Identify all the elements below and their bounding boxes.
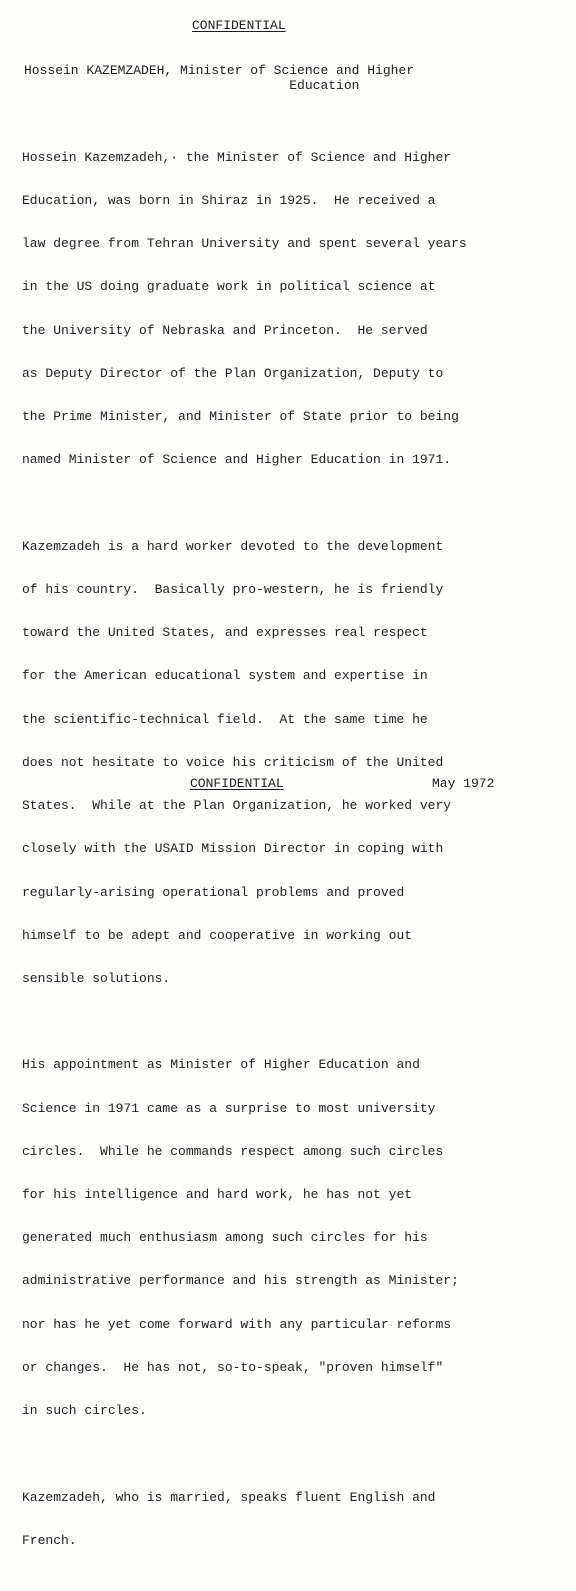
text-line: French. — [22, 1532, 77, 1548]
header-classification-marking: CONFIDENTIAL — [192, 18, 286, 33]
text-line: circles. While he commands respect among such circles — [22, 1143, 444, 1159]
text-line: does not hesitate to voice his criticism of the United — [22, 754, 444, 770]
text-line: as Deputy Director of the Plan Organization, Deputy to — [22, 365, 444, 381]
subject-heading — [24, 64, 414, 93]
text-line: Hossein Kazemzadeh,· the Minister of Science and Higher — [22, 149, 452, 165]
text-line: for the American educational system and expertise in — [22, 668, 428, 684]
text-line: Science in 1971 came as a surprise to most university — [22, 1100, 436, 1116]
text-line: regularly-arising operational problems and proved — [22, 884, 405, 900]
text-line: sensible solutions. — [22, 970, 171, 986]
text-line: law degree from Tehran University and spent several years — [22, 236, 467, 252]
text-line: for his intelligence and hard work, he has not yet — [22, 1187, 413, 1203]
subject-line-1: Hossein KAZEMZADEH, Minister of Science and Higher — [24, 63, 415, 78]
text-line: generated much enthusiasm among such circles for his — [22, 1230, 428, 1246]
text-line: Kazemzadeh, who is married, speaks fluent English and — [22, 1489, 436, 1505]
text-line: of his country. Basically pro-western, he is friendly — [22, 581, 444, 597]
paragraph-biography — [22, 122, 552, 497]
text-line: closely with the USAID Mission Director in coping with — [22, 841, 444, 857]
text-line: Education, was born in Shiraz in 1925. He received a — [22, 193, 436, 209]
text-line: the University of Nebraska and Princeton. He served — [22, 322, 428, 338]
footer-classification-marking: CONFIDENTIAL — [190, 776, 284, 791]
footer-date: May 1972 — [432, 776, 495, 791]
text-line: the scientific-technical field. At the same time he — [22, 711, 428, 727]
text-line: the Prime Minister, and Minister of State prior to being — [22, 409, 459, 425]
text-line: Kazemzadeh is a hard worker devoted to the development — [22, 538, 444, 554]
text-line: in such circles. — [22, 1403, 147, 1419]
text-line: administrative performance and his strength as Minister; — [22, 1273, 459, 1289]
text-line: or changes. He has not, so-to-speak, "proven himself" — [22, 1359, 444, 1375]
document-body — [22, 122, 552, 1591]
text-line: himself to be adept and cooperative in working out — [22, 927, 413, 943]
paragraph-appointment — [22, 1030, 552, 1448]
paragraph-character — [22, 511, 552, 1015]
text-line: named Minister of Science and Higher Education in 1971. — [22, 452, 452, 468]
text-line: nor has he yet come forward with any particular reforms — [22, 1316, 452, 1332]
text-line: toward the United States, and expresses real respect — [22, 625, 428, 641]
text-line: in the US doing graduate work in political science at — [22, 279, 436, 295]
subject-line-2: Education — [24, 77, 360, 93]
paragraph-personal — [22, 1462, 552, 1577]
text-line: States. While at the Plan Organization, he worked very — [22, 798, 452, 814]
text-line: His appointment as Minister of Higher Education and — [22, 1057, 420, 1073]
